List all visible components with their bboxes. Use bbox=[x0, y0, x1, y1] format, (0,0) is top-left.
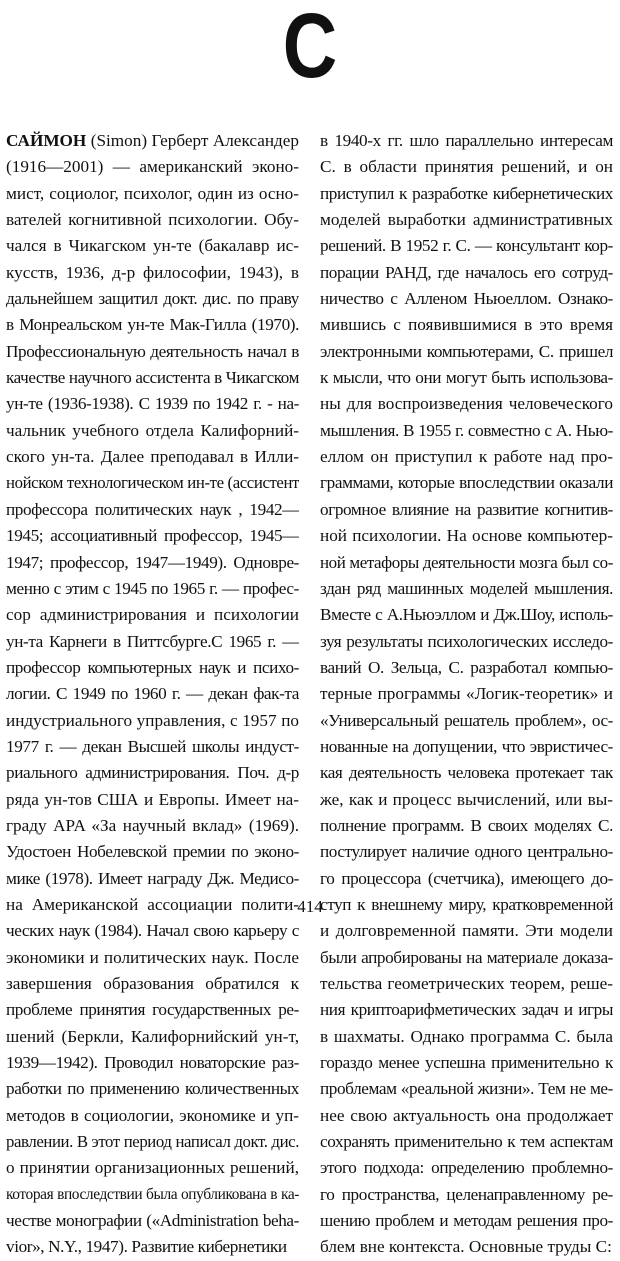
text-line: чальник учебного отдела Калифорний- bbox=[6, 420, 299, 440]
text-line: ун-те (1936-1938). С 1939 по 1942 г. - на- bbox=[6, 394, 299, 414]
text-line: ун-та Карнеги в Питтсбурге.С 1965 г. — bbox=[6, 631, 299, 651]
text-line: кусств, 1936, д-р философии, 1943), в bbox=[6, 262, 299, 282]
text-line: же, как и процесс вычислений, или вы- bbox=[320, 789, 613, 809]
text-line: Профессиональную деятельность начал в bbox=[6, 341, 299, 361]
text-line: дальнейшем защитил докт. дис. по праву bbox=[6, 289, 299, 309]
text-line: блем вне контекста. Основные труды С: bbox=[320, 1237, 612, 1257]
text-line: граду APA «За научный вклад» (1969). bbox=[6, 815, 299, 835]
text-line: 1945; ассоциативный профессор, 1945— bbox=[6, 526, 299, 546]
text-line: о принятии организационных решений, bbox=[6, 1158, 299, 1178]
text-line: ческих наук (1984). Начал свою карьеру с bbox=[6, 921, 299, 941]
text-line: качестве научного ассистента в Чикагском bbox=[6, 368, 299, 388]
page-number: 414 bbox=[297, 897, 323, 916]
text-line: го пространства, целенаправленному ре- bbox=[320, 1184, 613, 1204]
text-line: ступ к внешнему миру, кратковременной bbox=[320, 894, 613, 914]
text-line: ния криптоарифметических задач и игры bbox=[320, 1000, 613, 1020]
text-line: нованные на допущении, что эвристичес- bbox=[320, 736, 613, 756]
entry-headword: САЙМОН bbox=[6, 131, 87, 150]
text-line: этого подхода: определению проблемно- bbox=[320, 1158, 613, 1178]
text-line: Удостоен Нобелевской премии по эконо- bbox=[6, 842, 299, 862]
text-line: работки по применению количественных bbox=[6, 1079, 299, 1099]
text-line: методов в социологии, экономике и уп- bbox=[6, 1105, 299, 1125]
text-line: 1939—1942). Проводил новаторские раз- bbox=[6, 1053, 299, 1073]
text-line: были апробированы на материале доказа- bbox=[320, 947, 613, 967]
text-line: чался в Чикагском ун-те (бакалавр ис- bbox=[6, 236, 299, 256]
text-line: шению проблем и методам решения про- bbox=[320, 1211, 613, 1231]
text-line: мике (1978). Имеет награду Дж. Медисо- bbox=[6, 868, 299, 888]
text-line: ничество с Алленом Ньюеллом. Ознако- bbox=[320, 289, 613, 309]
text-line: ваний О. Зельца, С. разработал компью- bbox=[320, 657, 613, 677]
entry-first-line-rest: (Simon) Герберт Александер bbox=[86, 131, 299, 150]
text-line: индустриального управления, с 1957 по bbox=[6, 710, 299, 730]
text-line: в Монреальском ун-те Мак-Гилла (1970). bbox=[6, 315, 299, 335]
text-line: завершения образования обратился к bbox=[6, 974, 299, 993]
text-line: ряда ун-тов США и Европы. Имеет на- bbox=[6, 789, 299, 809]
text-line: го процессора (счетчика), имеющего до- bbox=[320, 868, 613, 888]
text-line: нойском технологическом ин-те (ассистент bbox=[6, 473, 299, 493]
text-line: Вместе с А.Ньюэллом и Дж.Шоу, исполь- bbox=[320, 605, 613, 625]
text-line: vior», N.Y., 1947). Развитие кибернетики bbox=[6, 1237, 287, 1257]
text-line: решений. В 1952 г. С. — консультант кор- bbox=[320, 236, 613, 256]
text-line: менно с этим с 1945 по 1965 г. — профес- bbox=[6, 578, 299, 598]
text-line: логии. С 1949 по 1960 г. — декан фак-та bbox=[6, 684, 299, 704]
text-line: профессора политических наук , 1942— bbox=[6, 499, 299, 519]
text-line: 1977 г. — декан Высшей школы индуст- bbox=[6, 736, 299, 756]
entry-first-line bbox=[6, 128, 299, 154]
text-line: мившись с появившимися в это время bbox=[320, 315, 613, 335]
left-column bbox=[6, 128, 299, 1261]
text-line: риального администрирования. Поч. д-р bbox=[6, 763, 299, 783]
text-line: проблеме принятия государственных ре- bbox=[6, 1000, 299, 1020]
text-line: на Американской ассоциации полити- bbox=[6, 894, 299, 914]
text-line: мышления. В 1955 г. совместно с А. Нью- bbox=[320, 420, 613, 440]
text-line: вателей когнитивной психологии. Обу- bbox=[6, 210, 299, 230]
text-line: ной метафоры деятельности мозга был со- bbox=[320, 552, 613, 572]
text-line: в шахматы. Однако программа С. была bbox=[320, 1026, 613, 1046]
text-line: мист, социолог, психолог, один из осно- bbox=[6, 183, 299, 203]
text-line: равлении. В этот период написал докт. дис. bbox=[6, 1132, 299, 1152]
text-line: (1916—2001) — американский эконо- bbox=[6, 157, 299, 177]
section-letter: С bbox=[282, 0, 338, 97]
text-line: постулирует наличие одного центрально- bbox=[320, 842, 613, 862]
text-line: 1947; профессор, 1947—1949). Одновре- bbox=[6, 552, 299, 572]
text-line: электронными компьютерами, С. пришел bbox=[320, 341, 613, 361]
text-line: к мысли, что они могут быть использова- bbox=[320, 368, 613, 388]
text-line: шений (Беркли, Калифорнийский ун-т, bbox=[6, 1026, 299, 1046]
text-line: ной психологии. На основе компьютер- bbox=[320, 526, 613, 546]
right-column bbox=[320, 128, 613, 1261]
text-line: зуя результаты психологических исследо- bbox=[320, 631, 613, 651]
text-line: еллом он приступил к работе над про- bbox=[320, 447, 613, 467]
text-line: сор администрирования и психологии bbox=[6, 605, 299, 625]
text-line: С. в области принятия решений, и он bbox=[320, 157, 613, 177]
text-line: проблемам «реальной жизни». Тем не ме- bbox=[320, 1079, 613, 1099]
text-line: которая впоследствии была опубликована в ка- bbox=[6, 1185, 299, 1203]
text-line: ны для воспроизведения человеческого bbox=[320, 394, 613, 414]
text-line: моделей выработки административных bbox=[320, 210, 613, 230]
text-line: приступил к разработке кибернетических bbox=[320, 183, 613, 203]
text-line: ского ун-та. Далее преподавал в Илли- bbox=[6, 447, 299, 467]
text-line: здан ряд машинных моделей мышления. bbox=[320, 578, 613, 598]
text-line: экономики и политических наук. После bbox=[6, 947, 299, 967]
text-line: «Универсальный решатель проблем», ос- bbox=[320, 710, 613, 730]
text-line: профессор компьютерных наук и психо- bbox=[6, 657, 299, 677]
text-line: гораздо менее успешна применительно к bbox=[320, 1053, 613, 1073]
text-line: граммами, которые впоследствии оказали bbox=[320, 473, 613, 493]
text-line: в 1940-х гг. шло параллельно интересам bbox=[320, 131, 613, 150]
text-line: терные программы «Логик-теоретик» и bbox=[320, 684, 613, 704]
text-line: порации РАНД, где началось его сотруд- bbox=[320, 262, 613, 282]
text-line: нее свою актуальность она продолжает bbox=[320, 1105, 613, 1125]
text-line: и долговременной памяти. Эти модели bbox=[320, 921, 613, 941]
text-line: кая деятельность человека протекает так bbox=[320, 763, 613, 783]
text-line: тельства геометрических теорем, реше- bbox=[320, 974, 613, 993]
text-line: полнение программ. В своих моделях С. bbox=[320, 815, 613, 835]
text-line: сохранять применительно к тем аспектам bbox=[320, 1132, 613, 1152]
text-line: огромное влияние на развитие когнитив- bbox=[320, 499, 613, 519]
text-line: честве монографии («Administration beha- bbox=[6, 1211, 299, 1231]
